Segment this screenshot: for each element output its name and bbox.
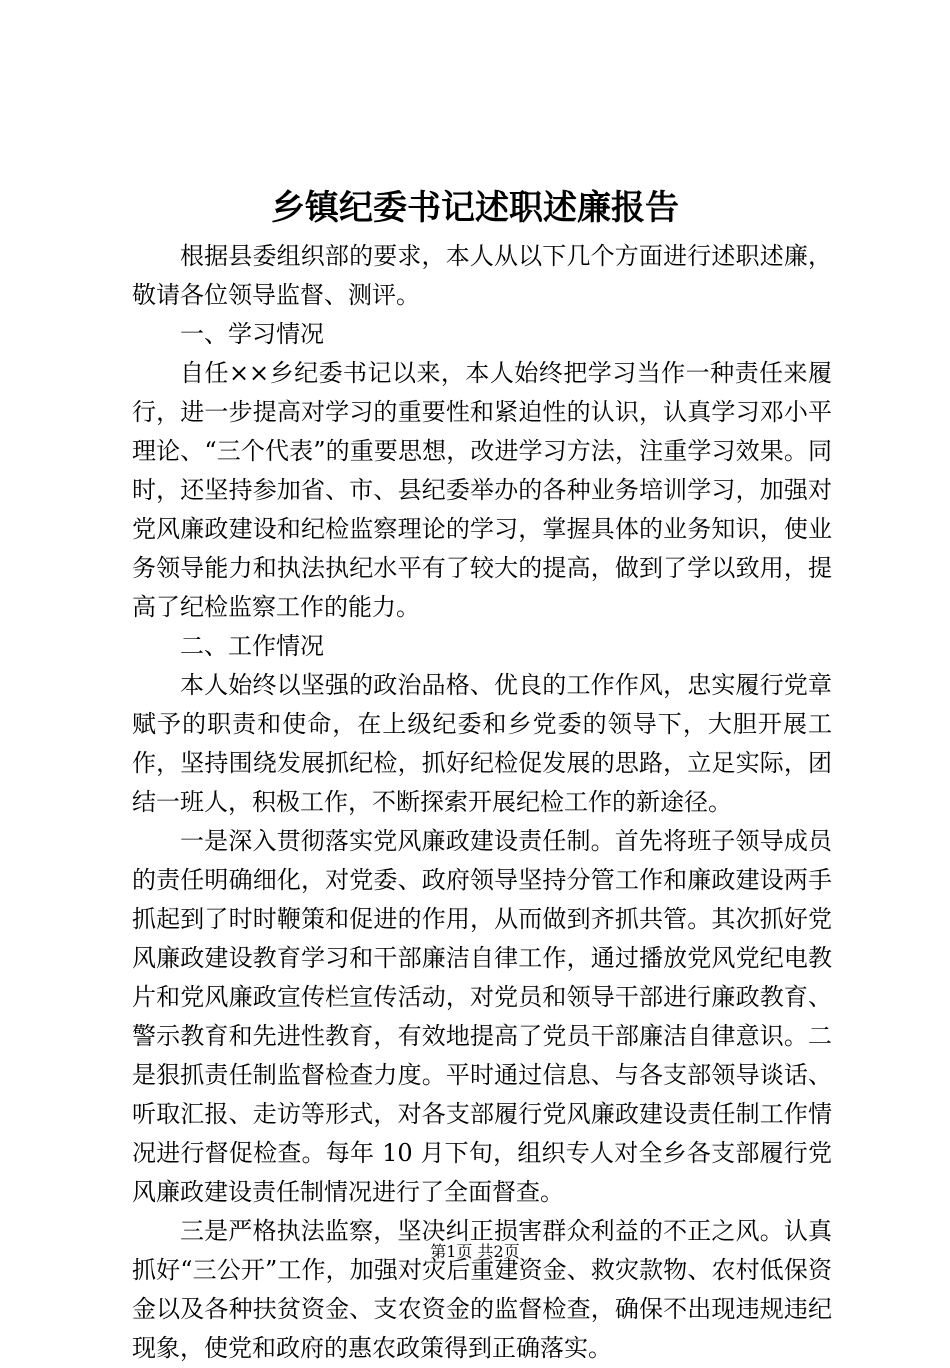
page-number: 第1页 共2页 — [430, 1242, 520, 1261]
section-heading-study: 一、学习情况 — [180, 320, 324, 348]
document-title: 乡镇纪委书记述职述廉报告 — [271, 188, 679, 228]
work-paragraph: 本人始终以坚强的政治品格、优良的工作作风，忠实履行党章赋予的职责和使命，在上级纪委和乡党委的领导下，大胆开展工作，坚持围绕发展抓纪检，抓好纪检促发展的思路，立足实际，团结一班人，积极工作，不断探索开展纪检工作的新途径。 — [132, 671, 832, 816]
section-heading-work: 二、工作情况 — [180, 632, 324, 660]
intro-paragraph: 根据县委组织部的要求，本人从以下几个方面进行述职述廉，敬请各位领导监督、测评。 — [132, 242, 832, 309]
responsibility-paragraph: 一是深入贯彻落实党风廉政建设责任制。首先将班子领导成员的责任明确细化，对党委、政府领导坚持分管工作和廉政建设两手抓起到了时时鞭策和促进的作用，从而做到齐抓共管。其次抓好党风廉政建设教育学习和干部廉洁自律工作，通过播放党风党纪电教片和党风廉政宣传栏宣传活动，对党员和领导干部进行廉政教育、警示教育和先进性教育，有效地提高了党员干部廉洁自律意识。二是狠抓责任制监督检查力度。平时通过信息、与各支部领导谈话、听取汇报、走访等形式，对各支部履行党风廉政建设责任制工作情况进行督促检查。每年 10 月下旬，组织专人对全乡各支部履行党风廉政建设责任制情况进行了全面督查。 — [132, 827, 832, 1206]
study-paragraph: 自任××乡纪委书记以来，本人始终把学习当作一种责任来履行，进一步提高对学习的重要性和紧迫性的认识，认真学习邓小平理论、“三个代表”的重要思想，改进学习方法，注重学习效果。同时，还坚持参加省、市、县纪委举办的各种业务培训学习，加强对党风廉政建设和纪检监察理论的学习，掌握具体的业务知识，使业务领导能力和执法执纪水平有了较大的提高，做到了学以致用，提高了纪检监察工作的能力。 — [132, 359, 832, 621]
document-body — [132, 237, 832, 1368]
supervision-paragraph: 三是严格执法监察，坚决纠正损害群众利益的不正之风。认真抓好“三公开”工作，加强对灾后重建资金、救灾款物、农村低保资金以及各种扶贫资金、支农资金的监督检查，确保不出现违规违纪现象，使党和政府的惠农政策得到正确落实。 — [132, 1217, 832, 1362]
